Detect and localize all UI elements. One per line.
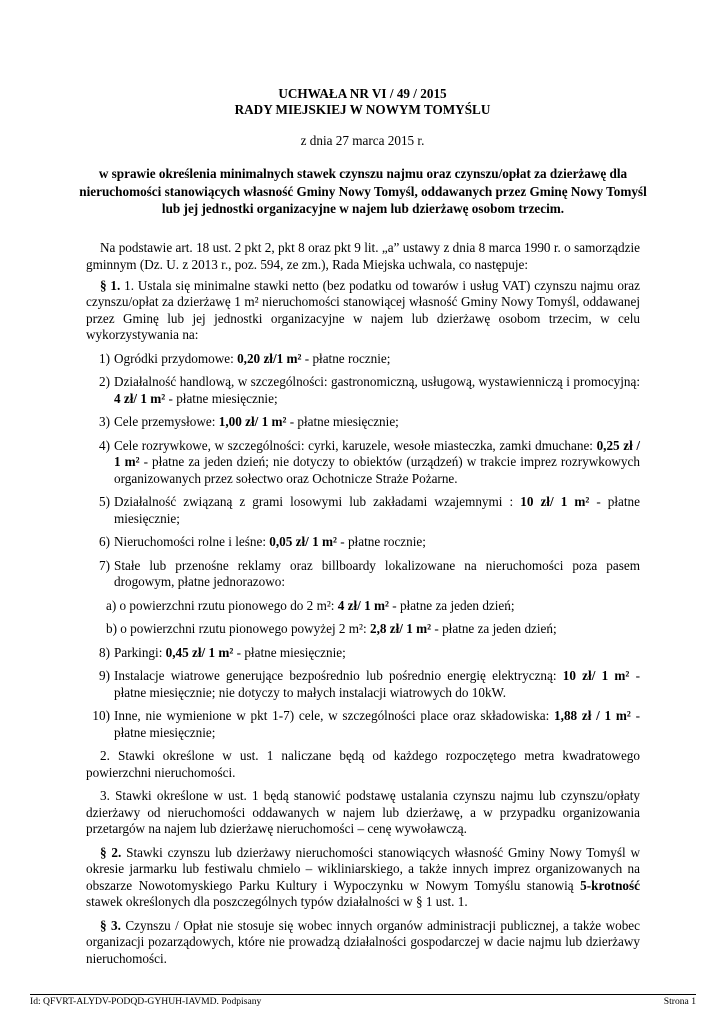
item-text-post: - płatne miesięcznie; <box>114 708 640 740</box>
item-rate: 0,25 zł / 1 m² <box>114 437 640 469</box>
item-rate: 4 zł/ 1 m² <box>114 390 166 406</box>
subitem-rate: 4 zł/ 1 m² <box>337 597 389 613</box>
item-rate: 1,00 zł/ 1 m² <box>218 414 287 429</box>
item-number: 6) <box>99 534 110 549</box>
subitem-text: a) o powierzchni rzutu pionowego do 2 m²: <box>106 597 338 613</box>
council-name: RADY MIEJSKIEJ W NOWYM TOMYŚLU <box>234 102 491 117</box>
section-1-intro-text: 1. Ustala się minimalne stawki netto (bez podatku od towarów i usług VAT) czynszu najmu oraz czynszu/opłat za dzierżawę 1 m² nieruchomości stanowiącej własność Gminy Nowy Tomyśl, oddawanej przez Gminę lub jej jednostki organizacyjne w najem lub dzierżawę osobom trzecim, w celu wykorzystywania na: <box>86 277 641 342</box>
section-3-text: Czynszu / Opłat nie stosuje się wobec innych organów administracji publicznej, a także wobec organizacji pozarządowych, które nie prowadzą działalności gospodarczej w dacie najmu lub dzierżawy nieruchomości. <box>86 917 641 966</box>
item-rate: 0,45 zł/ 1 m² <box>165 644 234 660</box>
subitem-text: b) o powierzchni rzutu pionowego powyżej 2 m²: <box>106 621 370 636</box>
list-item <box>86 708 640 741</box>
item-text: Instalacje wiatrowe generujące bezpośrednio lub pośrednio energię elektryczną: <box>114 668 563 683</box>
item-text-post: - płatne za jeden dzień; nie dotyczy to obiektów (urządzeń) w trakcie imprez rozrywkowych organizowanych przez sołectwo oraz Ochotnicze Straże Pożarne. <box>114 454 640 486</box>
item-number: 7) <box>99 557 110 573</box>
section-2-mark: § 2. <box>100 844 122 860</box>
item-text: Działalność handlową, w szczególności: gastronomiczną, usługową, wystawienniczą i promocyjną: <box>114 374 640 389</box>
item-number: 3) <box>99 414 110 429</box>
item-text: Cele rozrywkowe, w szczególności: cyrki, karuzele, wesołe miasteczka, zamki dmuchane: <box>114 437 597 453</box>
subitem-text-post: - płatne za jeden dzień; <box>388 597 515 613</box>
section-2 <box>86 845 640 911</box>
list-item <box>86 438 640 488</box>
item-text: Stałe lub przenośne reklamy oraz billboardy lokalizowane na nieruchomości poza pasem drogowym, płatne jednorazowo: <box>114 557 640 589</box>
item-text-post: - płatne miesięcznie; nie dotyczy to małych instalacji wiatrowych do 10kW. <box>114 668 640 700</box>
preamble: Na podstawie art. 18 ust. 2 pkt 2, pkt 8 oraz pkt 9 lit. „a” ustawy z dnia 8 marca 1990 r. o samorządzie gminnym (Dz. U. z 2013 r., poz. 594, ze zm.), Rada Miejska uchwala, co następuje: <box>86 240 640 272</box>
section-1-mark: § 1. <box>100 277 121 293</box>
item-number: 10) <box>92 708 110 723</box>
list-item <box>86 414 640 431</box>
item-rate: 10 zł/ 1 m² <box>520 494 590 509</box>
subitem-rate: 2,8 zł/ 1 m² <box>369 621 432 636</box>
item-text: Działalność związaną z grami losowymi lub zakładami wzajemnymi : <box>114 494 521 509</box>
resolution-number: UCHWAŁA NR VI / 49 / 2015 <box>278 86 447 101</box>
list-item <box>86 645 640 662</box>
document-id: Id: QFVRT-ALYDV-PODQD-GYHUH-IAVMD. Podpisany <box>30 996 262 1007</box>
item-text: Inne, nie wymienione w pkt 1-7) cele, w szczególności place oraz składowiska: <box>114 708 555 723</box>
item-text: Parkingi: <box>114 644 166 660</box>
section-2-text-post: stawek określonych dla poszczególnych typów działalności w § 1 ust. 1. <box>86 894 468 909</box>
list-item <box>86 494 640 527</box>
list-item <box>86 668 640 701</box>
item-number: 1) <box>99 350 110 366</box>
subitem-text-post: - płatne za jeden dzień; <box>431 621 557 636</box>
list-item <box>86 374 640 407</box>
document-body <box>86 240 640 967</box>
item-number: 4) <box>99 437 110 453</box>
resolution-subject: w sprawie określenia minimalnych stawek czynszu najmu oraz czynszu/opłat za dzierżawę dla nieruchomości stanowiących własność Gminy Nowy Tomyśl, oddawanych przez Gminę Nowy Tomyśl lub jej jednostki organizacyjne w najem lub dzierżawę osobom trzecim. <box>79 166 647 217</box>
item-rate: 0,20 zł/1 m² <box>237 350 302 366</box>
item-number: 2) <box>99 374 110 389</box>
list-subitem <box>86 621 640 638</box>
list-subitem <box>86 598 640 615</box>
item-text-post: - płatne miesięcznie; <box>286 414 399 429</box>
item-text-post: - płatne rocznie; <box>301 350 391 366</box>
item-text: Cele przemysłowe: <box>114 414 219 429</box>
resolution-date: z dnia 27 marca 2015 r. <box>300 133 425 148</box>
item-text: Ogródki przydomowe: <box>114 350 238 366</box>
item-rate: 10 zł/ 1 m² <box>562 668 630 683</box>
section-1-ust-3: 3. Stawki określone w ust. 1 będą stanowić podstawę ustalania czynszu najmu lub czynszu/opłaty dzierżawy od nieruchomości oddawanych w najem lub dzierżawę, a w przypadku organizowania przetargów na najem lub dzierżawę nieruchomości – cenę wywoławczą. <box>86 788 640 836</box>
item-text-post: - płatne miesięcznie; <box>114 494 640 526</box>
page-number: Strona 1 <box>663 996 696 1007</box>
footer-divider <box>30 994 696 995</box>
item-text: Nieruchomości rolne i leśne: <box>114 534 270 549</box>
section-1-intro <box>86 278 640 344</box>
item-number: 9) <box>99 668 110 683</box>
section-2-text: Stawki czynszu lub dzierżawy nieruchomości stanowiących własność Gminy Nowy Tomyśl w okresie jarmarku lub festiwalu chmielo – wikliniarskiego, a także innych imprez organizowanych na obszarze Nowotomyskiego Parku Kultury i Wypoczynku w Nowym Tomyślu stanowią <box>86 844 640 893</box>
item-rate: 1,88 zł / 1 m² <box>554 708 631 723</box>
section-3-mark: § 3. <box>100 917 121 933</box>
list-item <box>86 351 640 368</box>
item-text-post: - płatne miesięcznie; <box>165 390 278 406</box>
item-rate: 0,05 zł/ 1 m² <box>269 534 337 549</box>
section-2-multiplier: 5-krotność <box>580 877 640 893</box>
item-text-post: - płatne rocznie; <box>336 534 426 549</box>
item-number: 8) <box>99 644 110 660</box>
section-3 <box>86 918 640 968</box>
list-item <box>86 534 640 551</box>
list-item <box>86 558 640 591</box>
section-1-ust-2: 2. Stawki określone w ust. 1 naliczane będą od każdego rozpoczętego metra kwadratowego powierzchni nieruchomości. <box>86 748 640 780</box>
item-number: 5) <box>99 494 110 509</box>
item-text-post: - płatne miesięcznie; <box>233 644 346 660</box>
